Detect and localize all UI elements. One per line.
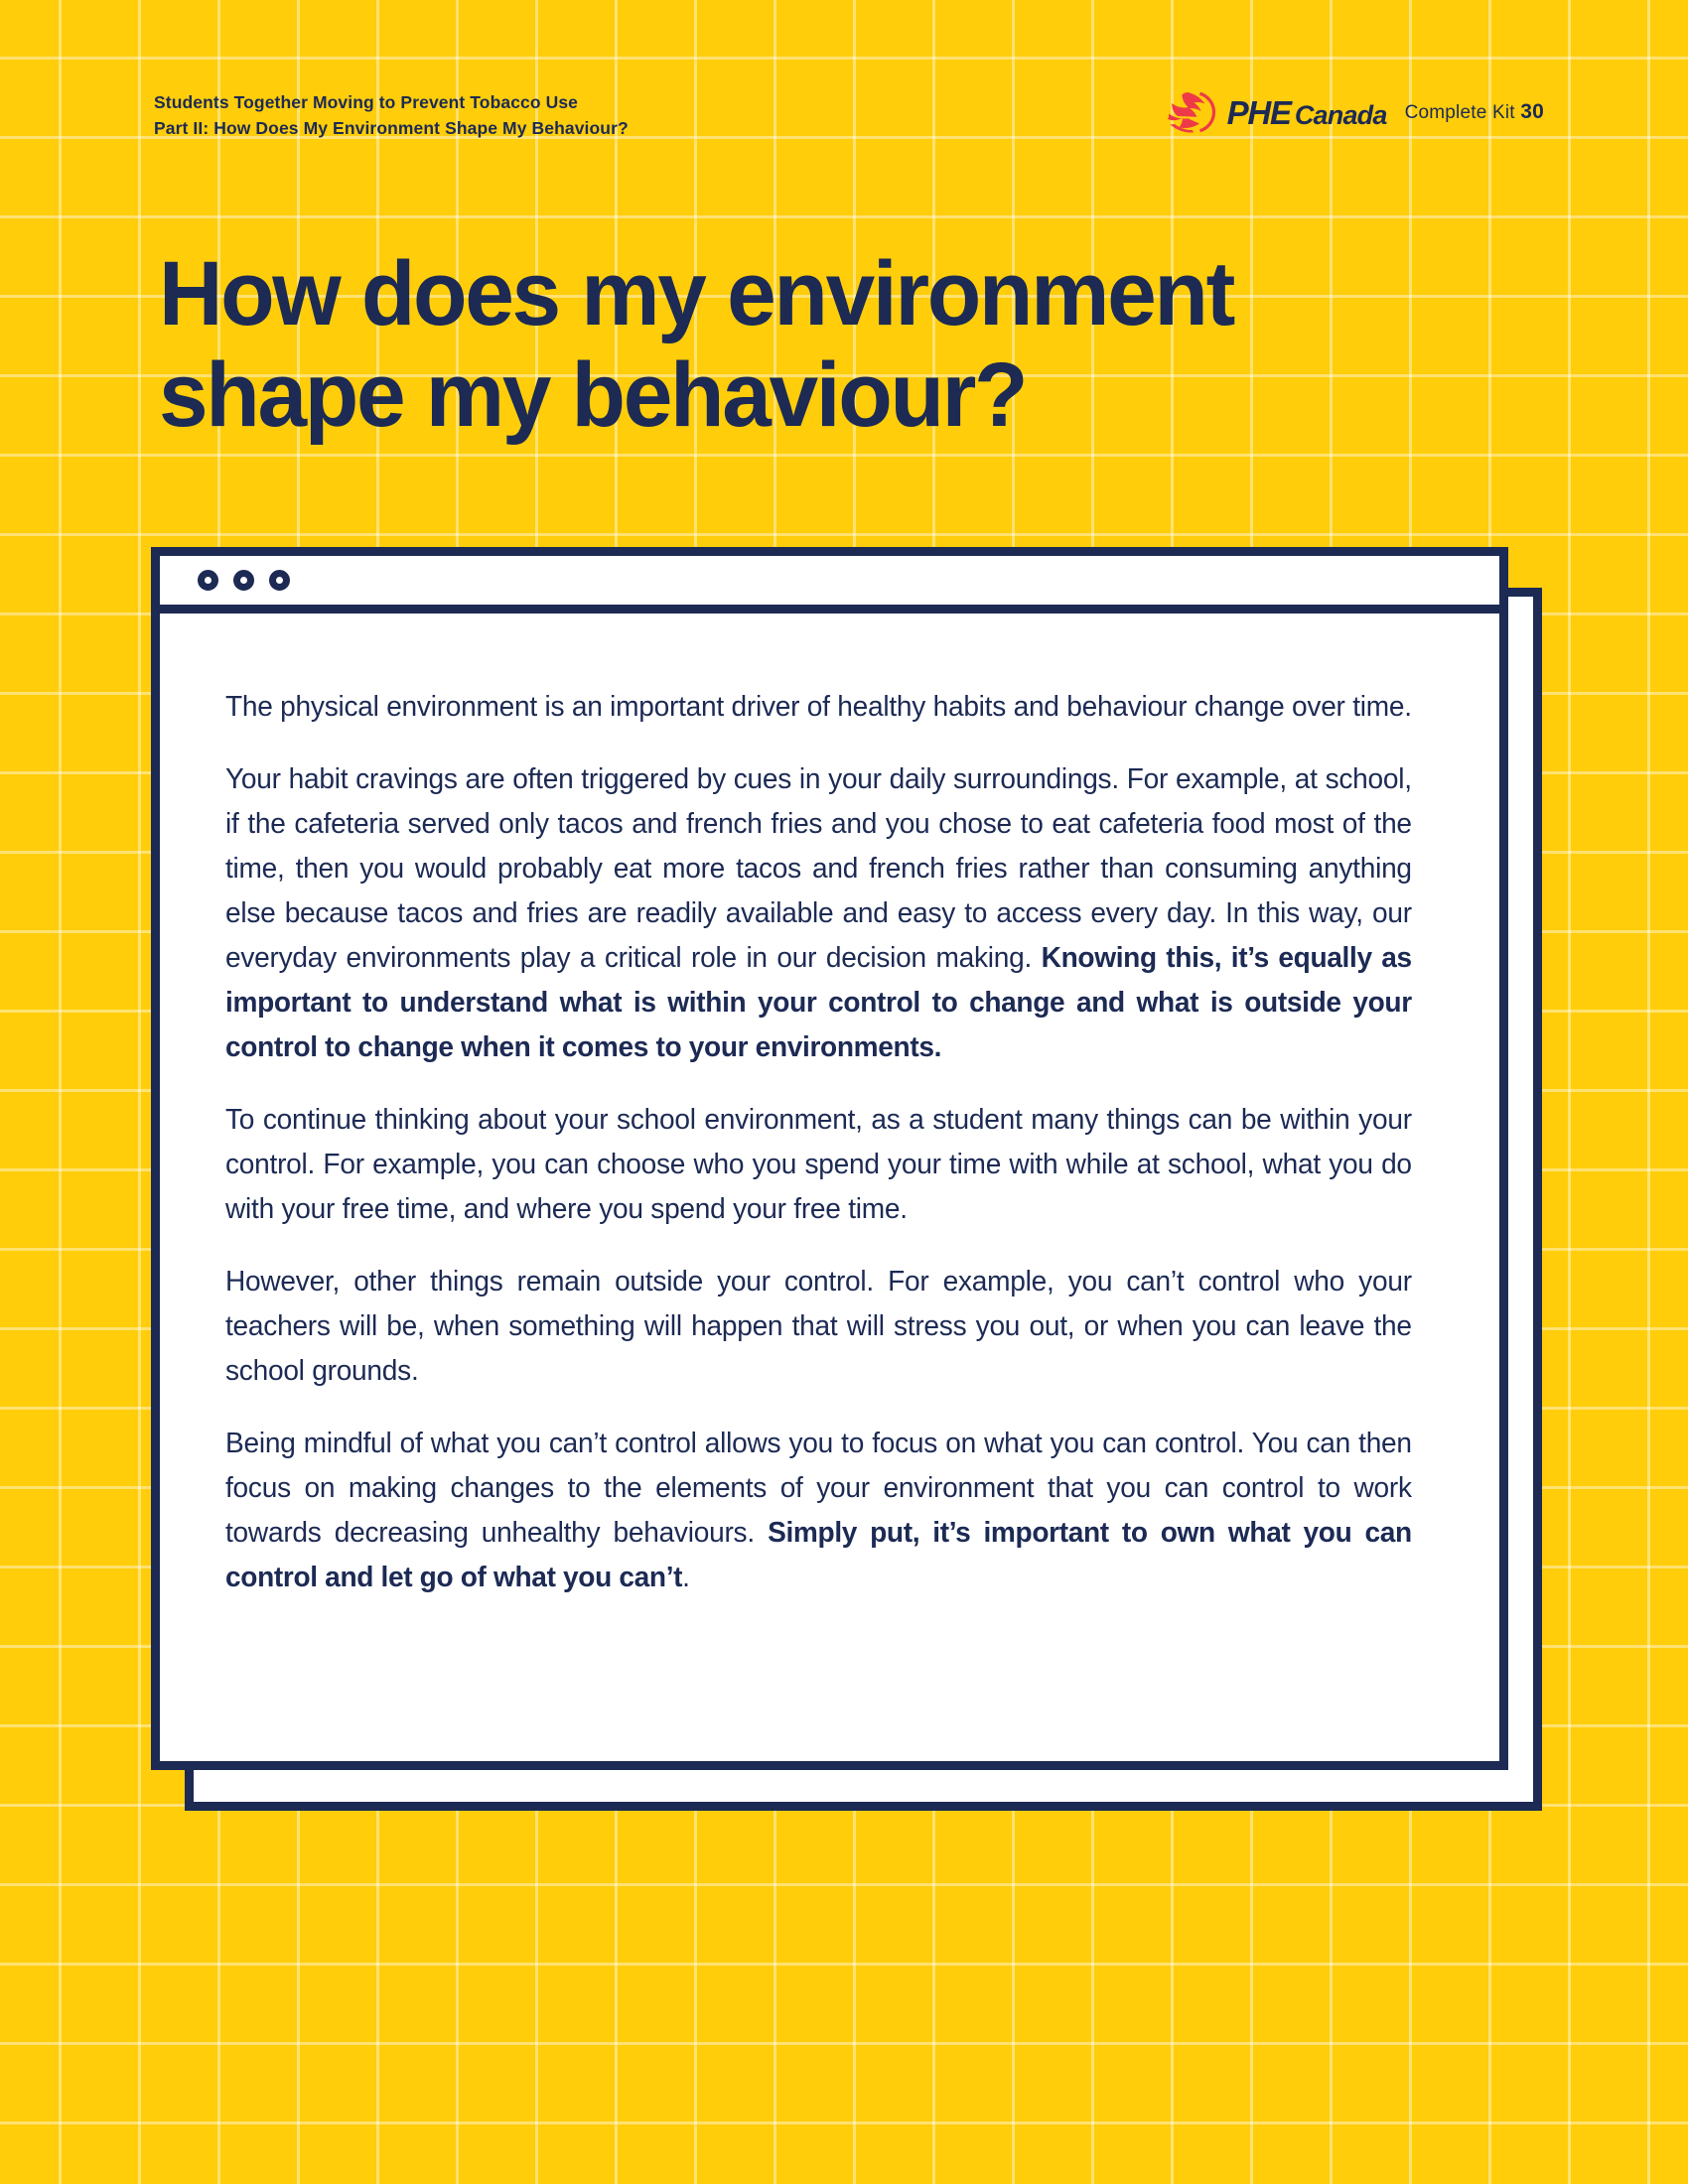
body-text: The physical environment is an important driver of healthy habits and behaviour change over time. (225, 691, 1412, 723)
window-controls (198, 570, 290, 591)
logo-phe-text: PHE (1226, 93, 1291, 131)
body-text: . (682, 1562, 690, 1593)
body-text: To continue thinking about your school environment, as a student many things can be within your control. For example, you can choose who you spend your time with while at school, what you do with your free time, and where you spend your free time. (225, 1104, 1412, 1225)
window-titlebar (160, 556, 1499, 614)
logo-canada-text: Canada (1294, 99, 1387, 130)
body-paragraph-p1 (225, 685, 1412, 730)
window-dot-1-icon[interactable] (198, 570, 218, 591)
body-text: However, other things remain outside your control. For example, you can’t control who your teachers will be, when something will happen that will stress you out, or when you can leave the school grounds. (225, 1266, 1412, 1387)
header-part-title: Part II: How Does My Environment Shape My Behaviour? (154, 118, 629, 138)
emphasis-text: Knowing this, it’s equally as important to understand what is within your control to change and what is outside your control to change when it comes to your environments. (225, 942, 1412, 1063)
page-title-line-1: How does my environment (159, 242, 1234, 344)
emphasis-text: Simply put, it’s important to own what you can control and let go of what you can’t (225, 1517, 1412, 1593)
complete-kit-label (1405, 100, 1544, 124)
phe-canada-logo (1164, 89, 1387, 135)
body-text: Your habit cravings are often triggered by cues in your daily surroundings. For example, at school, if the cafeteria served only tacos and french fries and you chose to eat cafeteria food most of the time, then you would probably eat more tacos and french fries rather than consuming anything else because tacos and fries are readily available and easy to access every day. In this way, our everyday environments play a critical role in our decision making. (225, 763, 1412, 974)
header-branding (1164, 89, 1544, 135)
page-title-line-2: shape my behaviour? (159, 343, 1027, 446)
phe-canada-wordmark (1226, 93, 1387, 131)
page-title (159, 243, 1526, 446)
page-header (154, 89, 1544, 149)
body-paragraph-p5 (225, 1422, 1412, 1600)
kit-label-text: Complete Kit (1404, 102, 1515, 123)
window-content (160, 614, 1499, 1640)
window-dot-2-icon[interactable] (233, 570, 254, 591)
page-number: 30 (1520, 100, 1544, 123)
phe-flame-icon (1164, 91, 1221, 133)
body-paragraph-p4 (225, 1260, 1412, 1394)
header-breadcrumb (154, 89, 629, 141)
body-text: Being mindful of what you can’t control allows you to focus on what you can control. You can then focus on making changes to the elements of your environment that you can control to work towards decreasing unhealthy behaviours. (225, 1428, 1412, 1549)
body-paragraph-p2 (225, 757, 1412, 1070)
header-program-title: Students Together Moving to Prevent Tobacco Use (154, 92, 579, 112)
body-paragraph-p3 (225, 1098, 1412, 1232)
content-window-card (151, 547, 1508, 1770)
window-dot-3-icon[interactable] (269, 570, 290, 591)
